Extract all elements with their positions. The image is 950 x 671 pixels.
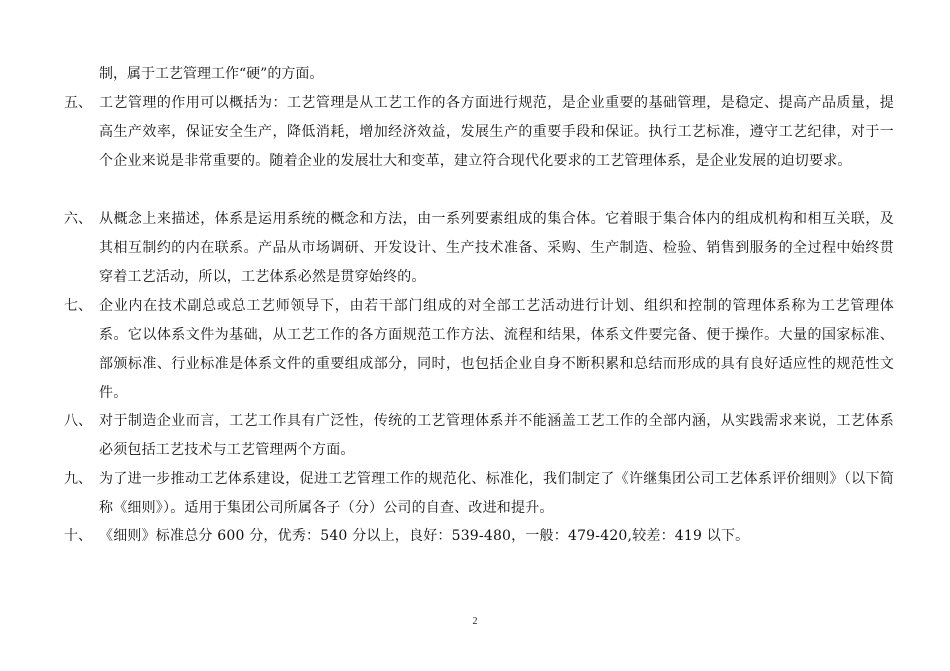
- item-text: 为了进一步推动工艺体系建设，促进工艺管理工作的规范化、标准化，我们制定了《许继集团公司工艺体系评价细则》（以下简称《细则》）。适用于集团公司所属各子（分）公司的自查、改进和提升。: [99, 471, 894, 516]
- item-number: 七、: [64, 298, 92, 314]
- item-number: 八、: [64, 413, 92, 429]
- item-text: 工艺管理的作用可以概括为：工艺管理是从工艺工作的各方面进行规范，是企业重要的基础管理，是稳定、提高产品质量，提高生产效率，保证安全生产，降低消耗，增加经济效益，发展生产的重要手段和保证。执行工艺标准，遵守工艺纪律，对于一个企业来说是非常重要的。随着企业的发展壮大和变革，建立符合现代化要求的工艺管理体系，是企业发展的迫切要求。: [99, 95, 894, 169]
- list-item: [64, 465, 894, 523]
- list-item: [64, 522, 894, 551]
- list-item: [64, 89, 894, 176]
- item-text: 《细则》标准总分 600 分，优秀：540 分以上，良好：539-480，一般：479-420,较差：419 以下。: [99, 528, 750, 544]
- page-number: 2: [472, 616, 478, 627]
- item-text: 对于制造企业而言，工艺工作具有广泛性，传统的工艺管理体系并不能涵盖工艺工作的全部内涵，从实践需求来说，工艺体系必须包括工艺技术与工艺管理两个方面。: [99, 413, 894, 458]
- item-number: 十、: [64, 528, 92, 544]
- item-number: 六、: [64, 211, 92, 227]
- item-text: 从概念上来描述，体系是运用系统的概念和方法，由一系列要素组成的集合体。它着眼于集合体内的组成机构和相互关联，及其相互制约的内在联系。产品从市场调研、开发设计、生产技术准备、采购、生产制造、检验、销售到服务的全过程中始终贯穿着工艺活动，所以，工艺体系必然是贯穿始终的。: [99, 211, 894, 285]
- item-number: 九、: [64, 471, 92, 487]
- item-text: 企业内在技术副总或总工艺师领导下，由若干部门组成的对全部工艺活动进行计划、组织和控制的管理体系称为工艺管理体系。它以体系文件为基础，从工艺工作的各方面规范工作方法、流程和结果，体系文件要完备、便于操作。大量的国家标准、部颁标准、行业标准是体系文件的重要组成部分，同时，也包括企业自身不断积累和总结而形成的具有良好适应性的规范性文件。: [99, 298, 894, 401]
- continuation-paragraph: 制，属于工艺管理工作“硬”的方面。: [99, 66, 324, 82]
- list-item: [64, 205, 894, 292]
- item-number: 五、: [64, 95, 92, 111]
- list-item: [64, 407, 894, 465]
- list-item: [64, 292, 894, 408]
